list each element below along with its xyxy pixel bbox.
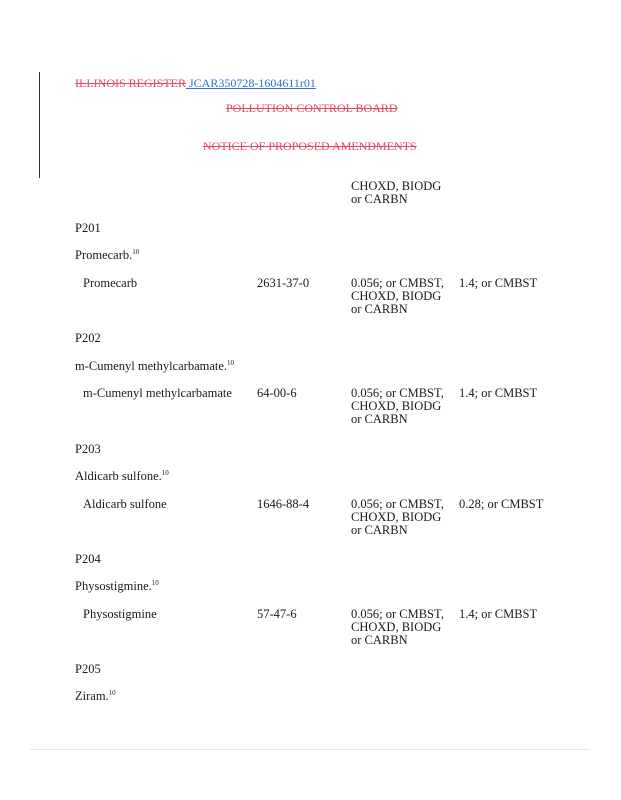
nonwastewater-standard: 0.28; or CMBST: [459, 497, 544, 511]
nonwastewater-standard: 1.4; or CMBST: [459, 386, 538, 400]
cas-number: 64-00-6: [257, 386, 297, 400]
cas-number: 57-47-6: [257, 607, 297, 621]
nonwastewater-standard: 1.4; or CMBST: [459, 607, 538, 621]
entry-title: Promecarb.$^{10}$: [75, 247, 140, 262]
register-inserted-text: JCAR350728-1604611r01: [189, 76, 316, 90]
entry-title: Ziram.$^{10}$: [75, 688, 116, 703]
nonwastewater-standard: 1.4; or CMBST: [459, 276, 538, 290]
waste-code: P205: [75, 662, 101, 676]
continuation-wastewater: [351, 180, 441, 206]
constituent-name: Promecarb: [83, 276, 138, 290]
register-header: [75, 76, 316, 91]
constituent-name: m-Cumenyl methylcarbamate: [83, 386, 232, 400]
board-title: POLLUTION CONTROL BOARD: [226, 101, 398, 115]
entry-title: m-Cumenyl methylcarbamate.$^{10}$: [75, 358, 235, 373]
wastewater-standard: 0.056; or CMBST, CHOXD, BIODG or CARBN: [351, 607, 444, 647]
constituent-name: Aldicarb sulfone: [83, 497, 167, 511]
waste-code: P203: [75, 442, 101, 456]
cas-number: 1646-88-4: [257, 497, 310, 511]
waste-code: P204: [75, 552, 101, 566]
entry-title: Aldicarb sulfone.$^{10}$: [75, 468, 169, 483]
waste-code: P202: [75, 331, 101, 345]
cas-number: 2631-37-0: [257, 276, 310, 290]
revision-bar: [39, 72, 40, 178]
waste-code: P201: [75, 221, 101, 235]
constituent-name: Physostigmine: [83, 607, 157, 621]
page-footer-rule: [30, 749, 590, 750]
notice-title: NOTICE OF PROPOSED AMENDMENTS: [203, 139, 417, 153]
wastewater-standard: 0.056; or CMBST, CHOXD, BIODG or CARBN: [351, 497, 444, 537]
wastewater-standard: 0.056; or CMBST, CHOXD, BIODG or CARBN: [351, 276, 444, 316]
entry-title: Physostigmine.$^{10}$: [75, 578, 159, 593]
register-struck-text: ILLINOIS REGISTER: [75, 76, 186, 90]
wastewater-standard: 0.056; or CMBST, CHOXD, BIODG or CARBN: [351, 386, 444, 426]
continuation-line-1: CHOXD, BIODG: [351, 179, 442, 193]
continuation-line-2: or CARBN: [351, 192, 408, 206]
